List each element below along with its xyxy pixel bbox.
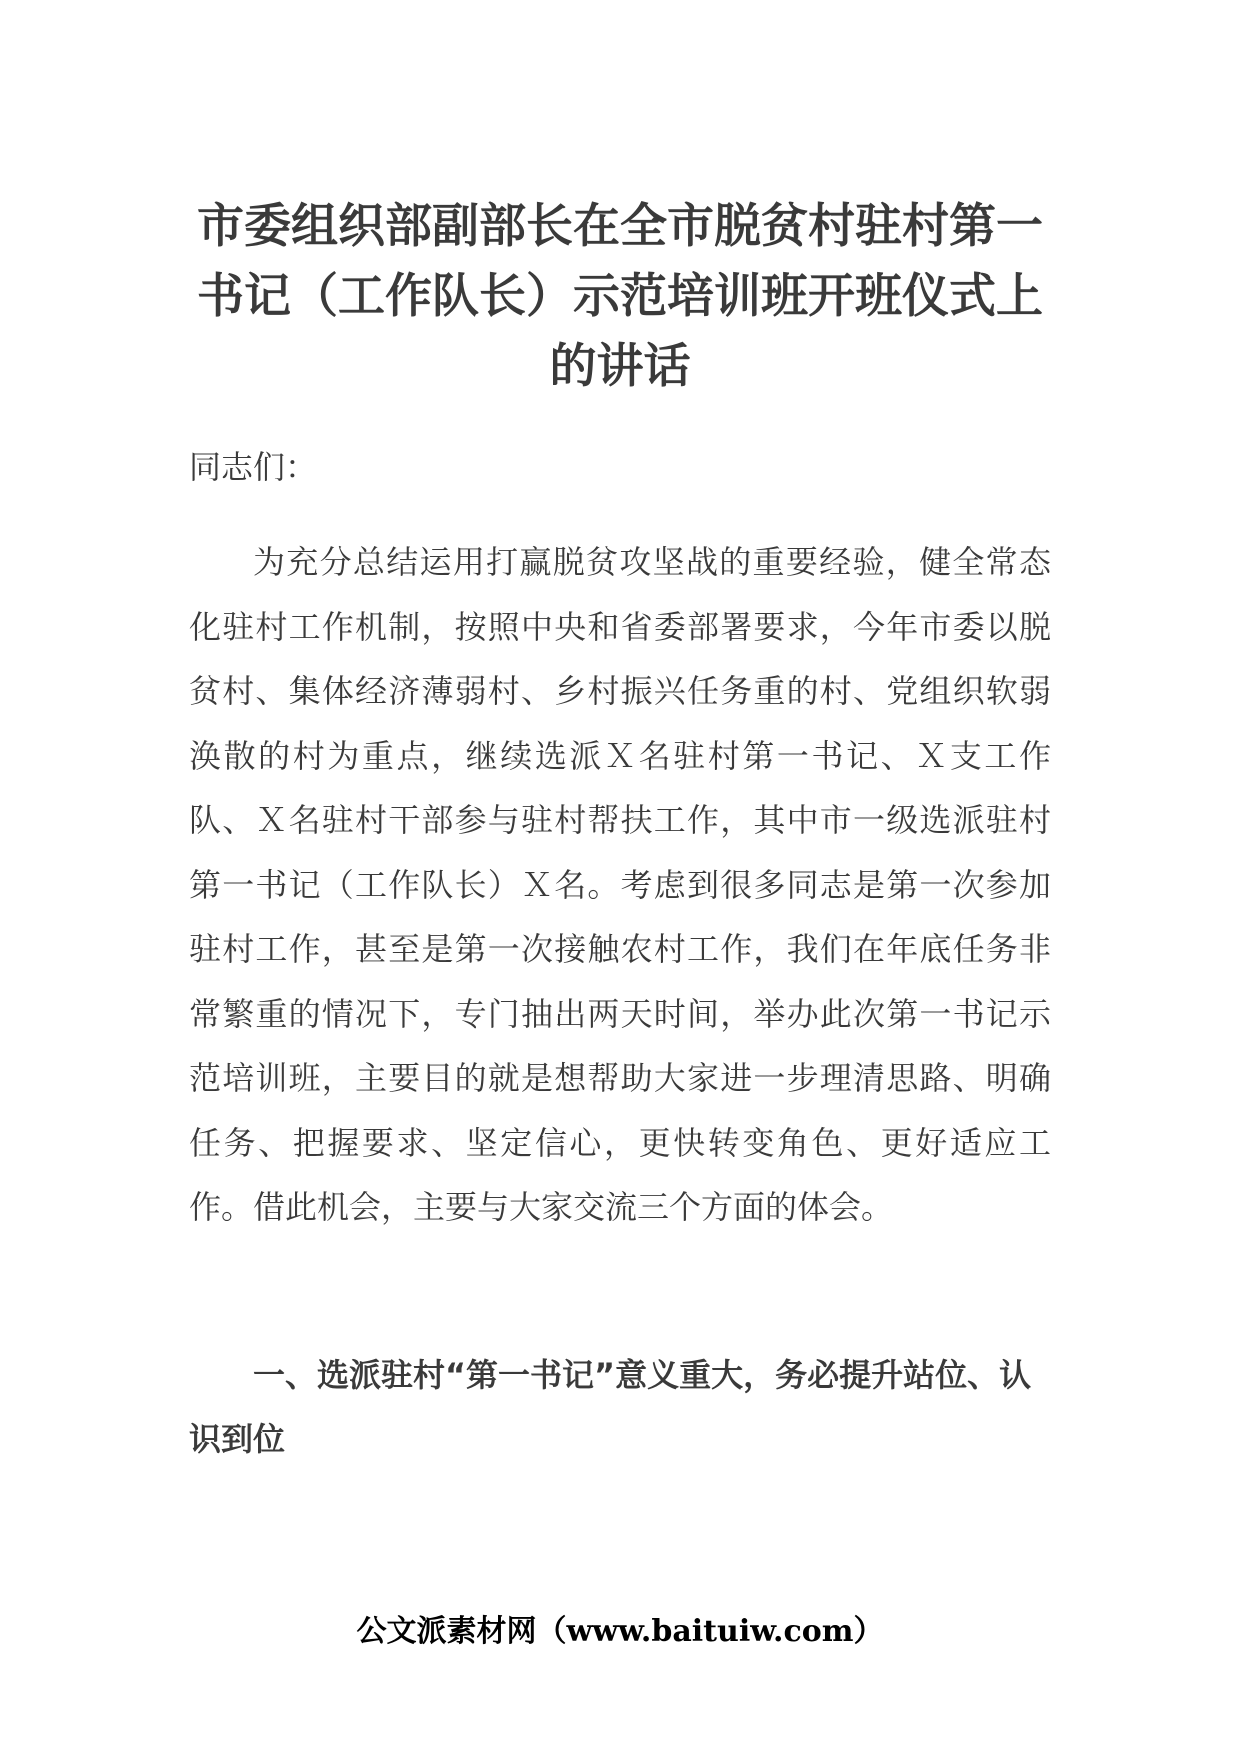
salutation: 同志们： bbox=[189, 448, 318, 486]
section-heading: 一、选派驻村“第一书记”意义重大，务必提升站位、认识到位 bbox=[189, 1356, 1032, 1458]
document-title: 市委组织部副部长在全市脱贫村驻村第一书记（工作队长）示范培训班开班仪式上的讲话 bbox=[197, 199, 1043, 394]
body-paragraph: 为充分总结运用打赢脱贫攻坚战的重要经验，健全常态化驻村工作机制，按照中央和省委部署要求，今年市委以脱贫村、集体经济薄弱村、乡村振兴任务重的村、党组织软弱涣散的村为重点，继续选派Ｘ名驻村第一书记、Ｘ支工作队、Ｘ名驻村干部参与驻村帮扶工作，其中市一级选派驻村第一书记（工作队长）Ｘ名。考虑到很多同志是第一次参加驻村工作，甚至是第一次接触农村工作，我们在年底任务非常繁重的情况下，专门抽出两天时间，举办此次第一书记示范培训班，主要目的就是想帮助大家进一步理清思路、明确任务、把握要求、坚定信心，更快转变角色、更好适应工作。借此机会，主要与大家交流三个方面的体会。 bbox=[189, 543, 1051, 1226]
footer-watermark: 公文派素材网（www.baituiw.com） bbox=[356, 1614, 884, 1649]
